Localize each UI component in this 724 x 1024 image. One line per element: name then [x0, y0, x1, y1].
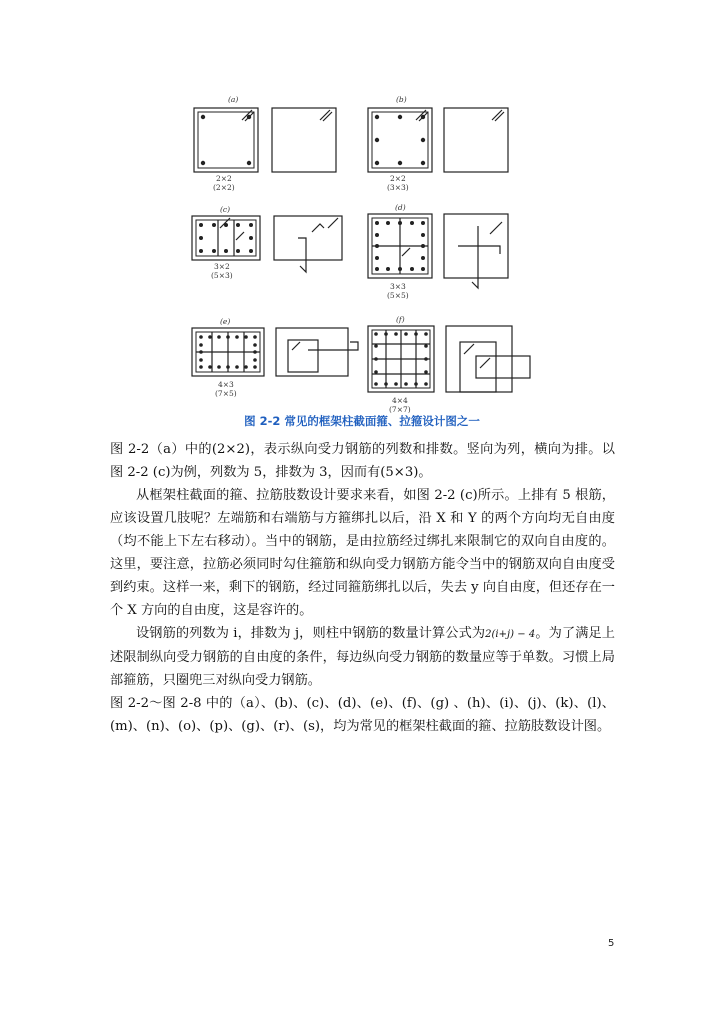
panel-d-combo: 3×3 — [390, 282, 406, 291]
panel-c-letter: (c) — [220, 205, 231, 214]
panel-f-count: (7×7) — [389, 405, 411, 414]
figure-2-2 — [180, 88, 550, 418]
panel-b-combo: 2×2 — [390, 174, 406, 183]
panel-e-combo: 4×3 — [218, 380, 234, 389]
panel-f-letter: (f) — [396, 315, 405, 324]
panel-a-letter: (a) — [228, 95, 239, 104]
paragraph-4: 图 2-2～图 2-8 中的（a）、(b)、(c)、(d)、(e)、(f)、(g) 、(h)、(i)、(j)、(k)、(l)、 (m)、(n)、(o)、(p)、(g)、(r)、(s)，均为常见的框架柱截面的箍、拉筋肢数设计图。 — [110, 696, 615, 734]
paragraph-3-start: 设钢筋的列数为 i，排数为 j，则柱中钢筋的数量计算公式为 — [136, 626, 486, 641]
panel-a-count: (2×2) — [213, 183, 235, 192]
paragraph-3-end: 。为了满足上述限制纵向受力钢筋的自由度的条件，每边纵向受力钢筋的数量应等于单数。习惯上局部箍筋，只圈兜三对纵向受力钢筋。 — [110, 626, 615, 688]
body-text — [110, 438, 615, 738]
panel-b-letter: (b) — [396, 95, 407, 104]
panel-e-letter: (e) — [220, 317, 231, 326]
panel-c-combo: 3×2 — [214, 262, 230, 271]
panel-d-letter: (d) — [395, 203, 406, 212]
stirrup-diagram — [180, 88, 550, 418]
page-number: 5 — [608, 938, 615, 949]
panel-f-combo: 4×4 — [392, 396, 408, 405]
panel-a-combo: 2×2 — [216, 174, 232, 183]
rebar-count-formula: 2(i+j) − 4 — [485, 629, 536, 640]
paragraph-3 — [110, 622, 615, 692]
paragraph-2: 从框架柱截面的箍、拉筋肢数设计要求来看，如图 2-2 (c)所示。上排有 5 根筋，应该设置几肢呢？左端筋和右端筋与方箍绑扎以后，沿 X 和 Y 的两个方向均无自由度（均不能上下左右移动）。当中的钢筋，是由拉筋经过绑扎来限制它的双向自由度的。这里，要注意，拉筋必须同时勾住箍筋和纵向受力钢筋方能令当中的钢筋双向自由度受到约束。这样一来，剩下的钢筋，经过同箍筋绑扎以后，失去 y 向自由度，但还存在一个 X 方向的自由度，这是容许的。 — [110, 488, 615, 618]
paragraph-1: 图 2-2（a）中的(2×2)，表示纵向受力钢筋的列数和排数。竖向为列，横向为排。以图 2-2 (c)为例，列数为 5，排数为 3，因而有(5×3)。 — [110, 442, 615, 480]
figure-caption: 图 2-2 常见的框架柱截面箍、拉箍设计图之一 — [244, 414, 480, 428]
panel-e-count: (7×5) — [215, 389, 237, 398]
panel-d-count: (5×5) — [387, 291, 409, 300]
panel-c-count: (5×3) — [211, 271, 233, 280]
panel-b-count: (3×3) — [387, 183, 409, 192]
